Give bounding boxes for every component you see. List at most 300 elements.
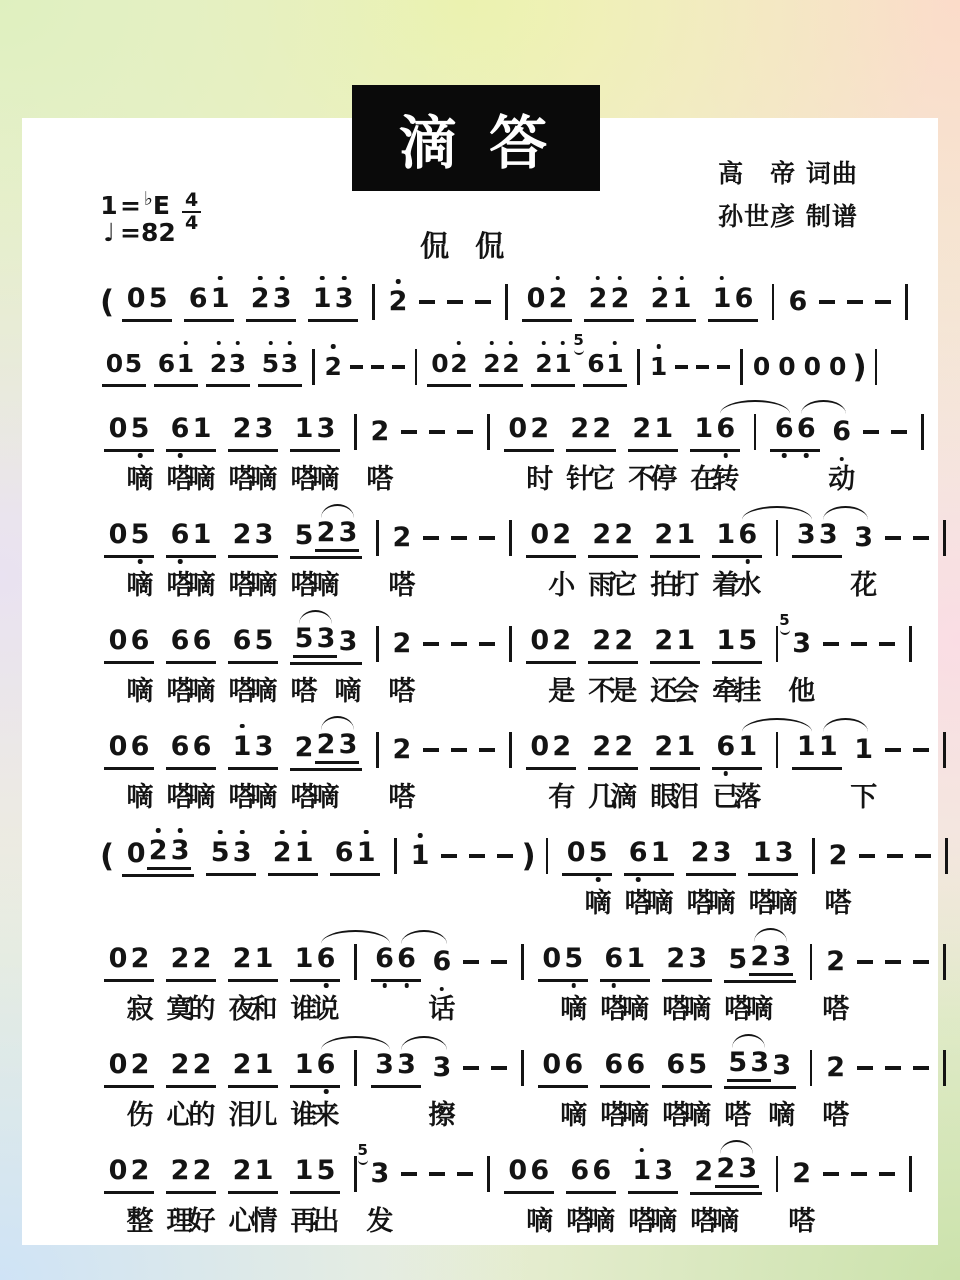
octave-dot-above [218,830,223,835]
note [591,1155,613,1187]
note-digit: 2 [548,282,568,314]
beam-group [166,625,216,664]
lyric: 滴 [610,782,638,812]
note-digit: 2 [209,348,228,378]
barline [354,944,357,980]
duration-dash [851,642,867,646]
duration-dash [392,365,405,369]
note-row [98,330,882,388]
duration-dash [350,365,363,369]
barline [812,838,815,874]
octave-dot-above [280,276,285,281]
note-digit: 6 [170,412,190,444]
lyric: 嘀 [126,464,154,494]
duration-dash [857,960,873,964]
lyric: 嘀 [622,1100,650,1130]
duration-dash [885,748,901,752]
beam-group [166,943,216,982]
duration-dash [491,960,507,964]
octave-dot-above [418,833,423,838]
note-digit: 1 [254,1154,274,1186]
lyric: 下 [850,782,878,812]
lyric: 针 [566,464,594,494]
note [231,731,253,763]
barline [509,520,512,556]
beam-group [504,413,554,452]
octave-dot-above [396,279,401,284]
note [261,348,280,380]
rest-note [125,283,147,315]
note [333,283,355,315]
note [563,1049,585,1081]
note [733,283,755,315]
rest-note [753,351,770,383]
note-digit: 3 [254,518,274,550]
note-digit: 6 [530,1154,550,1186]
note-digit: 6 [375,942,394,974]
note-digit: 3 [688,942,708,974]
note [396,1049,418,1081]
lyric: 嘀 [188,676,216,706]
duration-dash [371,365,384,369]
octave-dot-above [561,341,566,346]
note-digit: 0 [105,348,124,378]
barline [376,732,379,768]
octave-dot-above [342,276,347,281]
lyric: 他 [788,676,816,706]
lyric: 不 [628,464,656,494]
duration-dash [885,960,901,964]
note-digit: 6 [232,624,252,656]
note-row [98,941,882,983]
beam-group [206,348,250,387]
lyric: 嗒 [166,464,194,494]
duration-dash [823,1172,839,1176]
note [653,625,675,657]
note-digit: 1 [294,412,314,444]
barline [376,626,379,662]
note-digit: 2 [750,941,770,972]
beam-group [628,413,678,452]
barline [354,1156,357,1192]
barline [909,626,912,662]
note-digit: 6 [170,624,190,656]
note [169,625,191,657]
note-digit: 0 [126,282,146,314]
note-digit: 0 [508,1154,528,1186]
note [337,626,359,658]
lyric: 嘀 [126,676,154,706]
duration-dash [857,1066,873,1070]
note [209,283,231,315]
note [293,1049,315,1081]
note-digit: 6 [570,1154,590,1186]
lyric: 嘀 [708,888,736,918]
note-digit: 2 [690,836,710,868]
beam-group [686,837,736,876]
note [449,348,468,380]
note-digit: 3 [334,282,354,314]
beam-group [526,519,576,558]
lyric: 嗒 [624,888,652,918]
note-digit: 6 [666,1048,686,1080]
lyric: 和 [250,994,278,1024]
duration-dash [469,854,485,858]
note [826,946,845,978]
lyric: 嘀 [684,994,712,1024]
note-digit: 6 [587,348,605,378]
note [613,519,635,551]
duration-dash [823,642,839,646]
lyric: 再 [290,1206,318,1236]
octave-dot-below [404,983,409,988]
note [653,413,675,445]
beam-group [228,731,278,770]
note [129,519,151,551]
note [609,283,631,315]
barline [943,732,946,768]
duration-dash [885,1066,901,1070]
lyric: 嗒 [628,1206,656,1236]
note-digit: 2 [130,942,150,974]
lyric: 嘀 [526,1206,554,1236]
note [333,837,355,869]
note [325,351,342,383]
lyric: 嗒 [724,1100,752,1130]
note-digit: 6 [774,412,794,444]
note-digit: 1 [738,730,758,762]
note-digit: 0 [108,412,128,444]
key-note: E [152,190,170,220]
beam-group [531,348,575,387]
note [147,283,169,315]
note [371,416,390,448]
beam-group [650,731,700,770]
note [293,623,315,658]
rest-note [529,625,551,657]
note-digit: 3 [375,1048,394,1080]
note [665,943,687,975]
note-digit: 3 [772,1050,792,1081]
note-digit: 2 [535,348,553,378]
lyric: 嘀 [188,464,216,494]
beam-group [712,731,762,770]
grace-tie-icon [574,348,584,355]
note-digit: 2 [614,624,634,656]
note [315,943,337,975]
lyric: 说 [312,994,340,1024]
note-digit: 1 [312,282,332,314]
note-digit: 2 [654,518,674,550]
lyric: 嗒 [388,570,416,600]
note-digit: 6 [316,942,336,974]
barline [354,1050,357,1086]
note [231,1155,253,1187]
beam-group [573,330,627,387]
note-digit: 2 [592,412,612,444]
note-digit: 3 [254,412,274,444]
duration-dash [479,536,495,540]
note [563,943,585,975]
duration-dash [475,300,491,304]
beam-group [104,519,154,558]
note [231,625,253,657]
note [176,348,195,380]
note [631,1155,653,1187]
barline [312,349,315,385]
note [191,413,213,445]
note [187,283,209,315]
note [817,731,839,763]
parenthesis: ) [521,838,536,874]
note-digit: 0 [526,282,546,314]
equals-sign: = [120,217,141,247]
note [587,283,609,315]
lyric: 嘀 [188,782,216,812]
note [603,1049,625,1081]
lyric: 嗒 [724,994,752,1024]
beam-group [166,731,216,770]
note [529,1155,551,1187]
lyric: 心 [228,1206,256,1236]
beam-group [588,519,638,558]
note [253,731,275,763]
note [591,519,613,551]
note [553,348,572,380]
barline [776,1156,779,1192]
note-digit: 5 [316,1154,336,1186]
octave-dot-above [216,341,221,346]
beam-group [228,1049,278,1088]
note [315,1155,337,1187]
note-digit: 0 [752,352,771,381]
note-digit: 1 [410,840,430,871]
barline [810,944,813,980]
octave-dot-above [331,344,336,349]
note-digit: 0 [530,730,550,762]
note [169,943,191,975]
rest-note [107,519,129,551]
note [675,731,697,763]
note [169,519,191,551]
octave-dot-above [235,341,240,346]
lyric: 心 [166,1100,194,1130]
lyric: 眼 [650,782,678,812]
note-digit: 3 [338,626,358,657]
note [209,837,231,869]
note-digit: 6 [716,730,736,762]
beam-group [102,348,146,387]
note [649,837,671,869]
beam-group [166,519,216,558]
note-digit: 2 [294,732,314,763]
lyric: 嗒 [600,994,628,1024]
note-digit: 2 [370,416,390,447]
note-digit: 6 [188,282,208,314]
octave-dot-above [258,276,263,281]
note [687,943,709,975]
title-banner [352,85,600,191]
lyric: 嘀 [250,782,278,812]
note [374,1049,396,1081]
note-digit: 0 [108,942,128,974]
rest-note [778,351,795,383]
note [627,837,649,869]
note [751,837,773,869]
note-digit: 2 [450,348,468,378]
note [671,283,693,315]
grace-digit: 5 [573,330,584,349]
note-digit: 6 [626,1048,646,1080]
note [625,1049,647,1081]
note-digit: 0 [108,730,128,762]
beam-group [712,625,762,664]
note [169,1049,191,1081]
note [687,1049,709,1081]
note [591,625,613,657]
duration-dash [401,430,417,434]
octave-dot-above [320,276,325,281]
rest-note [507,1155,529,1187]
note [209,348,228,380]
barline [505,284,508,320]
duration-dash [879,1172,895,1176]
beam-group [290,943,340,982]
octave-dot-above [240,724,245,729]
note [129,413,151,445]
duration-dash [885,536,901,540]
note-digit: 2 [232,1154,252,1186]
barline [943,1050,946,1086]
note [715,625,737,657]
song-title: 滴 答 [398,109,554,177]
octave-dot-below [804,453,809,458]
octave-dot-above [364,830,369,835]
flat-icon: ♭ [143,188,153,211]
lyric: 嘀 [334,676,362,706]
note [271,837,293,869]
lyric: 嗒 [662,994,690,1024]
duration-dash [419,300,435,304]
music-line [98,729,882,835]
note [231,519,253,551]
note-digit: 2 [192,942,212,974]
note [129,1155,151,1187]
duration-dash [717,365,730,369]
lyric: 嘀 [250,464,278,494]
note-digit: 1 [676,624,696,656]
note-digit: 0 [778,352,796,381]
lyric: 嘀 [768,1100,796,1130]
beam-group [600,1049,650,1088]
equals-sign: = [120,190,141,220]
note-digit: 1 [854,734,874,765]
beam-group [228,943,278,982]
beam-group [104,943,154,982]
note-digit: 3 [774,836,794,868]
lyric: 嗒 [166,570,194,600]
note-digit: 0 [108,1154,128,1186]
note [832,416,851,448]
note-digit: 2 [632,412,652,444]
duration-dash [913,536,929,540]
duration-dash [457,430,473,434]
grace-note [573,330,584,355]
lyric: 嘀 [560,1100,588,1130]
note [613,731,635,763]
music-line [98,1047,882,1153]
barline [945,838,948,874]
note-digit: 2 [552,624,572,656]
octave-dot-above [183,341,188,346]
tempo-value: 82 [140,217,176,247]
grace-tie-icon [780,628,790,635]
barline [921,414,924,450]
note-digit: 1 [606,348,624,378]
lyric: 嘀 [650,1206,678,1236]
note [315,413,337,445]
lyric: 嘀 [712,1206,740,1236]
note [737,625,759,657]
note [357,1141,390,1190]
note-digit: 5 [688,1048,708,1080]
barline [354,414,357,450]
rest-note [541,1049,563,1081]
note [231,943,253,975]
lyric: 花 [850,570,878,600]
note-digit: 3 [228,348,247,378]
note-digit: 1 [632,1154,652,1186]
duration-dash [915,854,931,858]
barline [637,349,640,385]
note-digit: 5 [738,624,758,656]
octave-dot-above [542,341,547,346]
beam-group [712,519,762,558]
lyric: 发 [366,1206,394,1236]
lyric: 嘀 [126,570,154,600]
beam-group [522,283,572,322]
barline [521,944,524,980]
note [393,734,412,766]
beam-group [290,1155,340,1194]
note-digit: 1 [676,730,696,762]
note-row [98,611,882,665]
note-digit: 1 [654,412,674,444]
note [124,348,143,380]
note-digit: 0 [508,412,528,444]
note [715,731,737,763]
lyric: 牵 [712,676,740,706]
note-digit: 3 [280,348,299,378]
music-score [98,281,882,1259]
note [433,1052,452,1084]
note [603,943,625,975]
note-digit: 1 [716,624,736,656]
beam-group [206,837,256,876]
beam-group [526,625,576,664]
note-digit: 2 [170,942,190,974]
transcriber-credit: 孙世彦 制谱 [718,202,858,231]
note [727,1047,749,1082]
lyric: 是 [610,676,638,706]
note-digit: 1 [554,348,572,378]
rest-note [565,837,587,869]
note-digit: 5 [130,412,150,444]
note [689,837,711,869]
note-digit: 3 [796,518,816,550]
note [826,1052,845,1084]
lyric: 嗒 [788,1206,816,1236]
